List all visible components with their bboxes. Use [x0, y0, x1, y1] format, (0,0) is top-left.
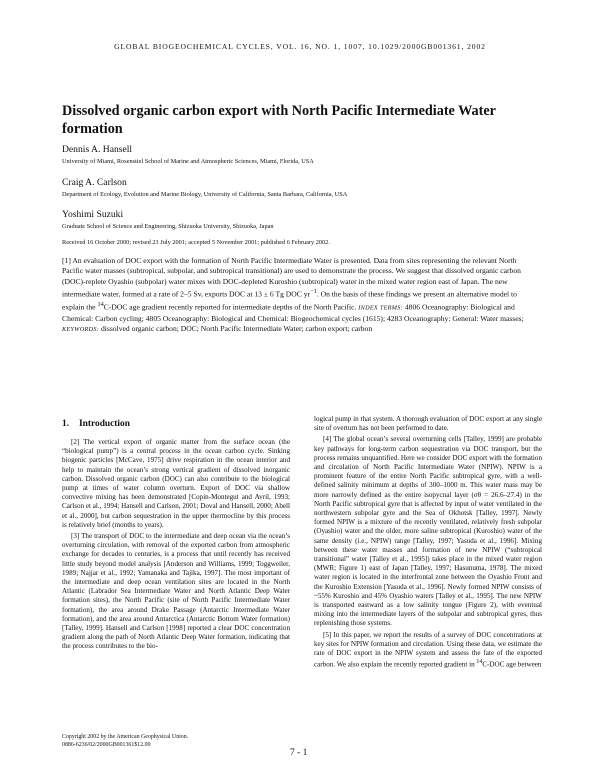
superscript: −1	[310, 287, 317, 295]
body-text: [5] In this paper, we report the results of a survey of DOC concentrations at key sites for NPIW formation and circulation. Using these data, we estimate the rate of DOC export in the NPIW system and assess the fate of the exported carbon. We also explain the recently reported gradient in	[314, 630, 542, 669]
author-block	[62, 209, 542, 231]
section-title: Introduction	[79, 419, 130, 429]
author-name: Craig A. Carlson	[62, 177, 127, 188]
body-paragraph: [2] The vertical export of organic matter from the surface ocean (the “biological pump”) is a central process in the ocean carbon cycle. Sinking biogenic particles [McCave, 1975] drive respiration in the ocean interior and help to maintain the ocean’s strong vertical gradient of dissolved inorganic carbon. Dissolved organic carbon (DOC) can also contribute to the biological pump at times of water column overturn. Export of DOC via shallow convective mixing has been demonstrated [Copin-Montegut and Avril, 1993; Carlson et al., 1994; Hansell and Carlson, 2001; Doval and Hansell, 2000; Abell et al., 2000], but carbon sequestration in the upper thermocline by this process is relatively brief (months to years).	[62, 438, 290, 529]
index-terms: 4806 Oceanography: Biological and Chemical: Carbon cycling; 4805 Oceanography: Biological and Chemical: Biogeochemical cycles (1615); 4283 Oceanography: General: Water masses;	[62, 302, 524, 323]
section-heading	[62, 418, 290, 430]
body-paragraph: [4] The global ocean’s several overturning cells [Talley, 1999] are probable key pathways for long-term carbon sequestration via DOC transport, but the process remains unquantified. Here we consider DOC export with the formation and circulation of North Pacific Intermediate Water (NPIW). NPIW is a prominent feature of the entire North Pacific subtropical gyre, with a well-defined salinity minimum at depths of 300–1000 m. This water mass may be more narrowly defined as the entire isopycnal layer (σθ = 26.6–27.4) in the North Pacific subtropical gyre that is affected by input of water ventilated in the northwestern subpolar gyre and the Sea of Okhotsk [Talley, 1997]. Newly formed NPIW is a mixture of the recently ventilated, relatively fresh subpolar (Oyashio) water and the older, more saline subtropical (Kuroshio) water of the same density (i.e., NPIW) range [Talley, 1997; Yasuda et al., 1996]. Mixing between these water masses and formation of new NPIW (“subtropical transitional” water [Talley et al., 1995]) takes place in the mixed water region (MWR; Figure 1) east of Japan [Talley, 1997; Hasunuma, 1978]. The mixed water region is located in the interfrontal zone between the Oyashio Front and the Kuroshio Extension [Yasuda et al., 1996]. Newly formed NPIW consists of ~55% Kuroshio and 45% Oyashio waters [Talley et al., 1995]. The new NPIW is transported eastward as a low salinity tongue (Figure 2), with eventual mixing into the intermediate layers of the subpolar and subtropical gyres, thus replenishing those systems.	[314, 435, 542, 628]
right-column	[314, 415, 542, 672]
body-paragraph	[314, 631, 542, 670]
left-column	[62, 418, 290, 654]
keywords: dissolved organic carbon; DOC; North Pacific Intermediate Water; carbon export; carbon	[100, 323, 373, 333]
superscript: 14	[476, 659, 483, 666]
section-number: 1.	[62, 419, 70, 429]
author-name: Dennis A. Hansell	[62, 144, 133, 155]
body-paragraph: [3] The transport of DOC to the intermediate and deep ocean via the ocean’s overturning circulation, with removal of the exported carbon from atmospheric exchange for decades to centuries, is a process that until recently has received little study beyond model analysis [Anderson and Williams, 1999; Toggweiler, 1989; Najjar et al., 1992; Yamanaka and Tajika, 1997]. The most important of the intermediate and deep ocean ventilation sites are located in the North Atlantic (Labrador Sea Intermediate Water and North Atlantic Deep Water formation sites), the North Pacific (site of North Pacific Intermediate Water formation), the area around Drake Passage (Antarctic Intermediate Water formation), and the area around Antarctica (Antarctic Bottom Water formation) [Talley, 1999]. Hansell and Carlson [1998] reported a clear DOC concentration gradient along the path of North Atlantic Deep Water formation, indicating that the process contributes to the bio-	[62, 532, 290, 651]
author-block	[62, 144, 542, 166]
page-number: 7 - 1	[290, 748, 308, 758]
body-text: C-DOC age between	[482, 660, 542, 669]
author-block	[62, 177, 542, 199]
running-head: GLOBAL BIOGEOCHEMICAL CYCLES, VOL. 16, NO. 1, 1007, 10.1029/2000GB001361, 2002	[114, 42, 486, 51]
received-dates: Received 16 October 2000; revised 23 July 2001; accepted 5 November 2001; published 6 February 2002.	[62, 239, 330, 246]
keywords-label: KEYWORDS:	[62, 325, 100, 333]
author-affiliation: University of Miami, Rosenstiel School of Marine and Atmospheric Sciences, Miami, Florida, USA	[62, 158, 314, 165]
author-affiliation: Department of Ecology, Evolution and Marine Biology, University of California, Santa Barbara, California, USA	[62, 191, 348, 198]
abstract-text: C-DOC age gradient recently reported for intermediate depths of the North Pacific.	[103, 302, 357, 312]
abstract	[62, 256, 534, 335]
paragraph-marker: [1]	[62, 256, 71, 265]
author-name: Yoshimi Suzuki	[62, 209, 124, 220]
abstract-text: An evaluation of DOC export with the formation of North Pacific Intermediate Water is presented. Data from sites representing the relevant North Pacific water masses (subtropical, subpolar, and subtropical transitional) are used to demonstrate the process. We suggest that dissolved organic carbon (DOC)-replete Oyashio (subpolar) water mixes with DOC-depleted Kuroshio (subtropical) water in the mixed water region east of Japan. The new intermediate water, formed at a rate of 2–5 Sv, exports DOC at 13 ± 6 Tg DOC yr	[62, 256, 521, 299]
paper-title: Dissolved organic carbon export with North Pacific Intermediate Water formation	[62, 103, 496, 137]
copyright-footnote	[62, 734, 292, 749]
article-code: 0886-6236/02/2000GB001361$12.00	[62, 741, 151, 748]
copyright-line: Copyright 2002 by the American Geophysical Union.	[62, 734, 189, 740]
body-paragraph: logical pump in that system. A thorough evaluation of DOC export at any single site of overturn has not been performed to date.	[314, 415, 542, 433]
superscript: 14	[97, 300, 104, 308]
abstract-text: . On the basis of these findings we present an alternative model to explain the	[62, 289, 517, 312]
author-affiliation: Graduate School of Science and Engineering, Shizuoka University, Shizuoka, Japan	[62, 223, 274, 230]
index-terms-label: INDEX TERMS:	[358, 304, 403, 312]
